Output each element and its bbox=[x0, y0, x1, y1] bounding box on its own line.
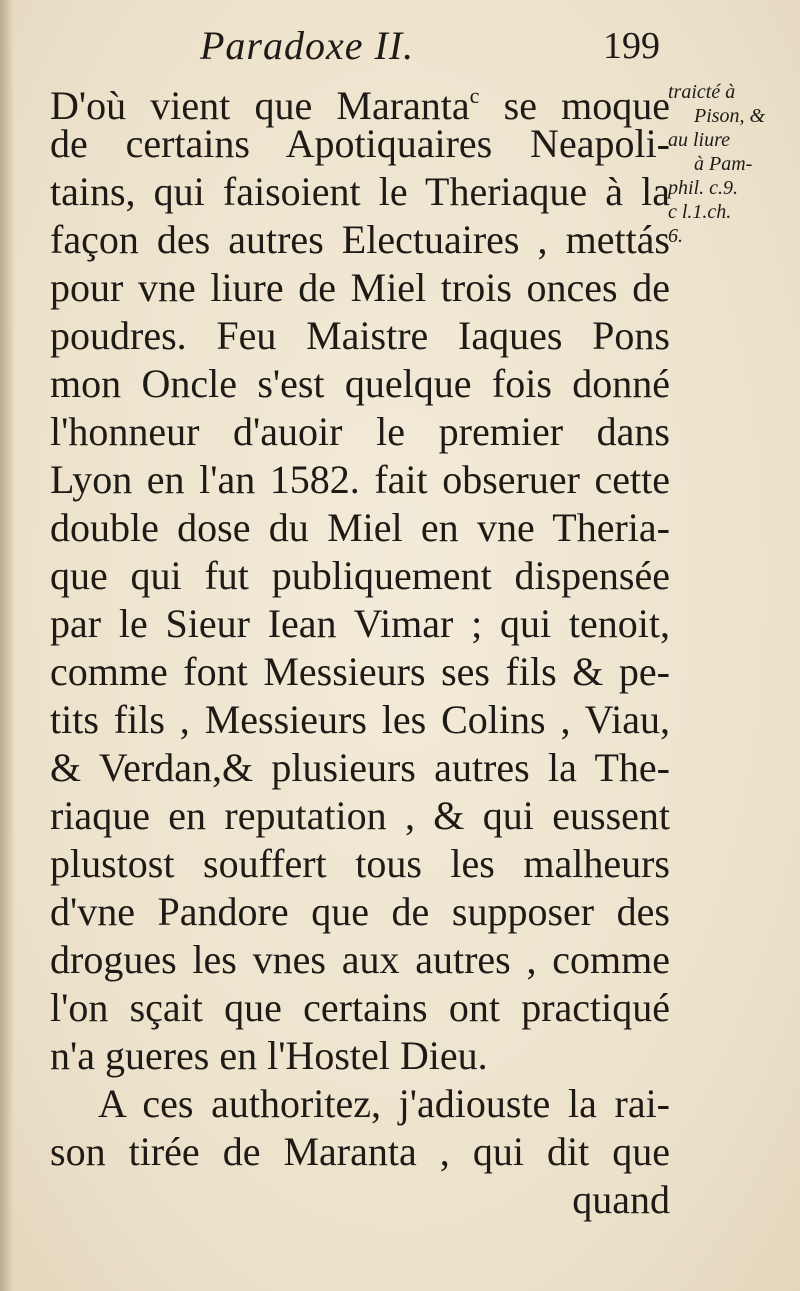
page-header bbox=[200, 22, 660, 72]
text-line: façon des autres Electuaires , mettás bbox=[50, 217, 670, 262]
text-line: pour vne liure de Miel trois onces de bbox=[50, 265, 670, 310]
text-line-start: D'où vient que Maranta bbox=[50, 83, 470, 128]
text-line: riaque en reputation , & qui eussent bbox=[50, 793, 670, 838]
text-line: mon Oncle s'est quelque fois donné bbox=[50, 361, 670, 406]
margin-note-line: c l.1.ch. bbox=[668, 201, 732, 223]
margin-note-line: phil. c.9. bbox=[668, 177, 738, 199]
text-line: tits fils , Messieurs les Colins , Viau, bbox=[50, 697, 670, 742]
running-head: Paradoxe II. bbox=[200, 23, 415, 68]
text-line: & Verdan,& plusieurs autres la The- bbox=[50, 745, 670, 790]
page-number: 199 bbox=[603, 25, 660, 67]
text-line-end: se moque bbox=[479, 83, 671, 128]
text-line: n'a gueres en l'Hostel Dieu. bbox=[50, 1033, 488, 1078]
catchword: quand bbox=[572, 1177, 670, 1222]
body-text bbox=[50, 72, 670, 1224]
footnote-marker: c bbox=[469, 83, 480, 108]
text-line: tains, qui faisoient le Theriaque à la bbox=[50, 169, 670, 214]
text-line: plustost souffert tous les malheurs bbox=[50, 841, 670, 886]
margin-note-line: traicté à bbox=[668, 81, 736, 103]
text-line: son tirée de Maranta , qui dit que bbox=[50, 1129, 670, 1174]
text-line: l'on sçait que certains ont practiqué bbox=[50, 985, 670, 1030]
text-line: comme font Messieurs ses fils & pe- bbox=[50, 649, 670, 694]
text-line: que qui fut publiquement dispensée bbox=[50, 553, 670, 598]
margin-note-line: à Pam- bbox=[694, 153, 753, 175]
page-gutter bbox=[0, 0, 14, 1291]
margin-note-line: Pison, & bbox=[694, 105, 766, 127]
margin-note-line: au liure bbox=[668, 129, 731, 151]
text-line: drogues les vnes aux autres , comme bbox=[50, 937, 670, 982]
text-line: A ces authoritez, j'adiouste la rai- bbox=[98, 1081, 670, 1126]
margin-note-line: 6. bbox=[668, 225, 683, 247]
text-line: double dose du Miel en vne Theria- bbox=[50, 505, 670, 550]
text-line: de certains Apotiquaires Neapoli- bbox=[50, 121, 670, 166]
text-line: par le Sieur Iean Vimar ; qui tenoit, bbox=[50, 601, 670, 646]
text-line: Lyon en l'an 1582. fait obseruer cette bbox=[50, 457, 670, 502]
text-line bbox=[50, 72, 671, 128]
text-line: d'vne Pandore que de supposer des bbox=[50, 889, 670, 934]
text-line: poudres. Feu Maistre Iaques Pons bbox=[50, 313, 670, 358]
margin-note bbox=[668, 80, 796, 248]
text-line: l'honneur d'auoir le premier dans bbox=[50, 409, 670, 454]
